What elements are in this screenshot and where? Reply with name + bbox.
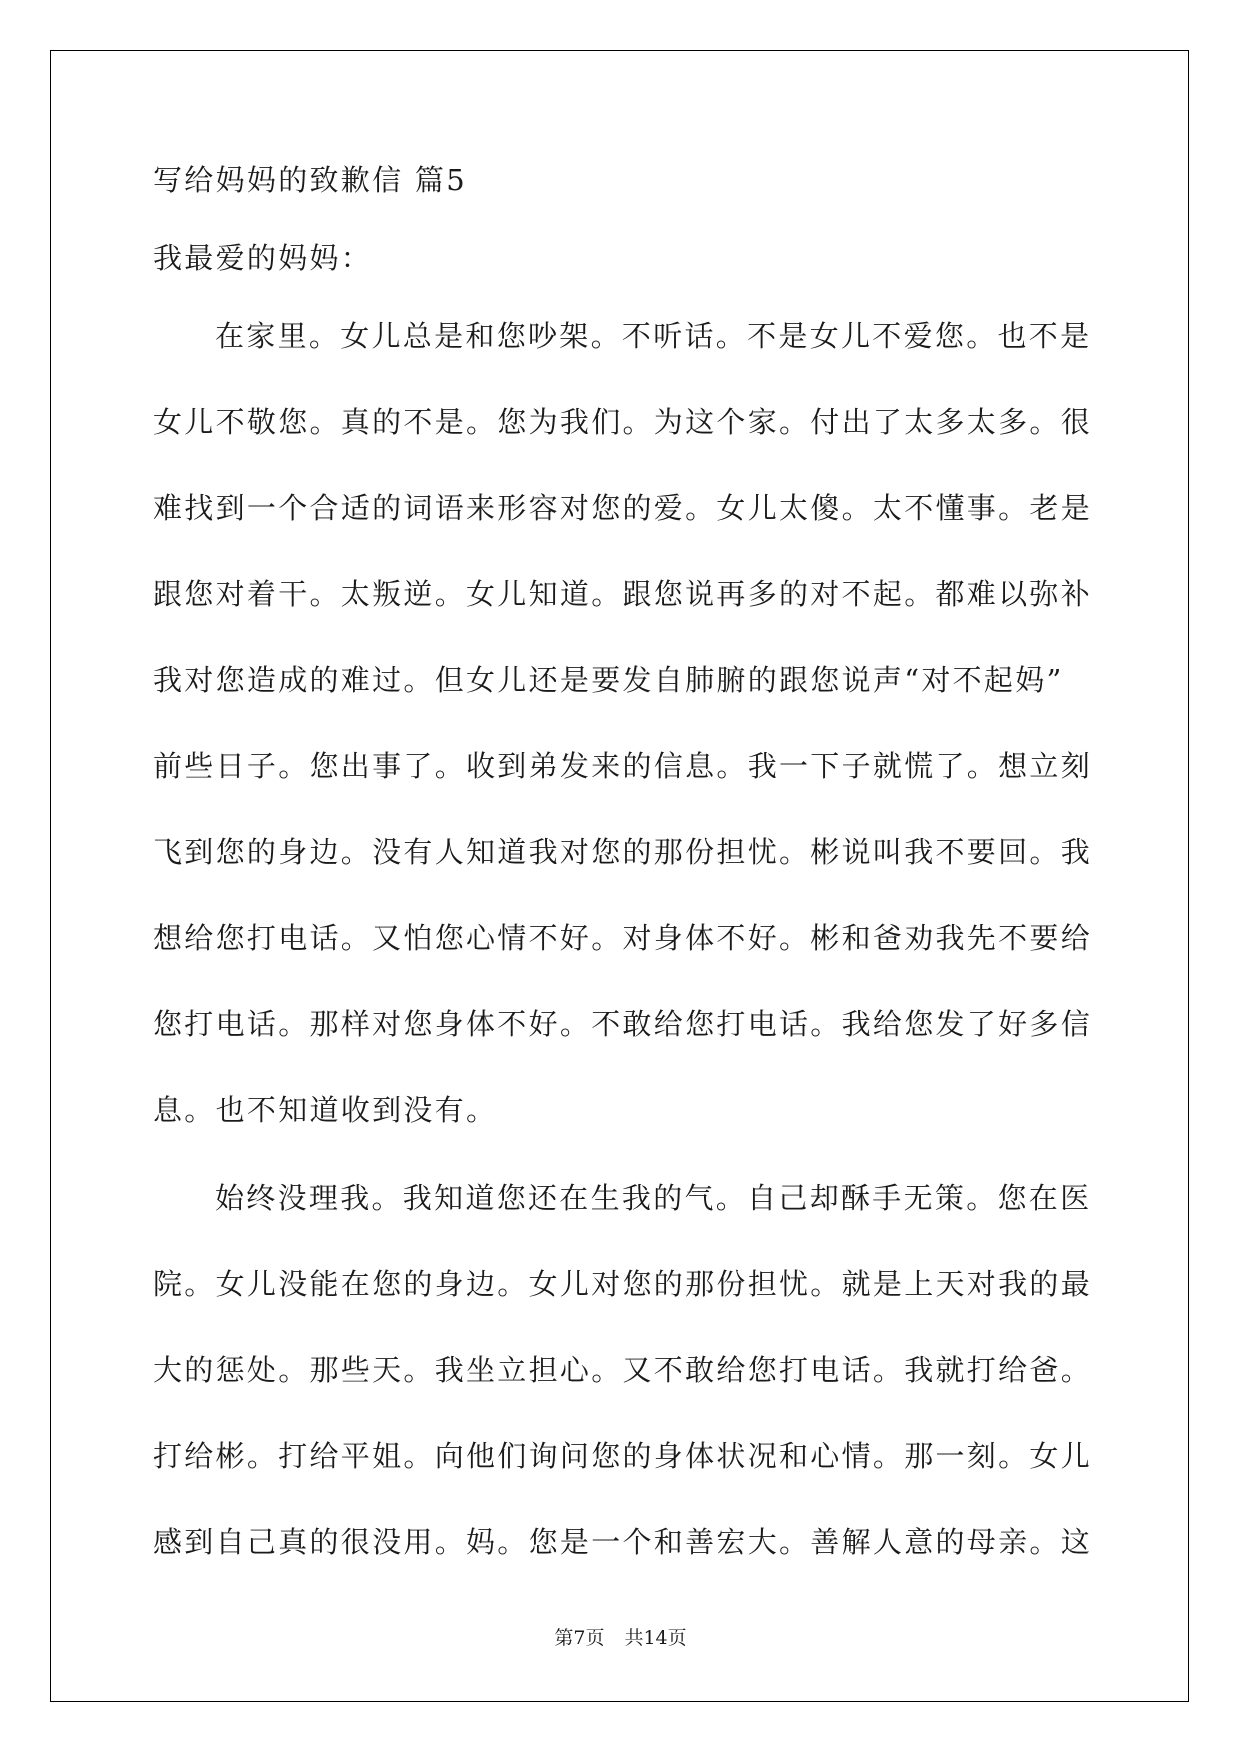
document-body [153,165,1093,1613]
paragraph-line: 始终没理我。我知道您还在生我的气。自己却酥手无策。您在医 [215,1183,1092,1213]
paragraph-2 [153,1183,1093,1557]
salutation: 我最爱的妈妈： [153,243,373,273]
paragraph-line: 息。也不知道收到没有。 [153,1095,498,1125]
paragraph-line: 女儿不敬您。真的不是。您为我们。为这个家。付出了太多太多。很 [153,407,1093,437]
paragraph-line: 跟您对着干。太叛逆。女儿知道。跟您说再多的对不起。都难以弥补 [153,579,1093,609]
paragraph-line: 打给彬。打给平姐。向他们询问您的身体状况和心情。那一刻。女儿 [153,1441,1093,1471]
paragraph-line: 我对您造成的难过。但女儿还是要发自肺腑的跟您说声“对不起妈” [153,665,1064,695]
page-number: 第7页 [554,1627,605,1649]
paragraph-line: 前些日子。您出事了。收到弟发来的信息。我一下子就慌了。想立刻 [153,751,1093,781]
paragraph-line: 院。女儿没能在您的身边。女儿对您的那份担忧。就是上天对我的最 [153,1269,1093,1299]
paragraph-line: 在家里。女儿总是和您吵架。不听话。不是女儿不爱您。也不是 [215,321,1092,351]
paragraph-line: 感到自己真的很没用。妈。您是一个和善宏大。善解人意的母亲。这 [153,1527,1093,1557]
document-title: 写给妈妈的致歉信 篇5 [153,165,467,195]
paragraph-line: 难找到一个合适的词语来形容对您的爱。女儿太傻。太不懂事。老是 [153,493,1093,523]
paragraph-line: 大的惩处。那些天。我坐立担心。又不敢给您打电话。我就打给爸。 [153,1355,1093,1385]
paragraph-line: 飞到您的身边。没有人知道我对您的那份担忧。彬说叫我不要回。我 [153,837,1093,867]
paragraph-line: 想给您打电话。又怕您心情不好。对身体不好。彬和爸劝我先不要给 [153,923,1093,953]
paragraph-1 [153,321,1093,1125]
page-footer [0,1627,1241,1649]
paragraph-line: 您打电话。那样对您身体不好。不敢给您打电话。我给您发了好多信 [153,1009,1093,1039]
page-total: 共14页 [624,1627,687,1649]
